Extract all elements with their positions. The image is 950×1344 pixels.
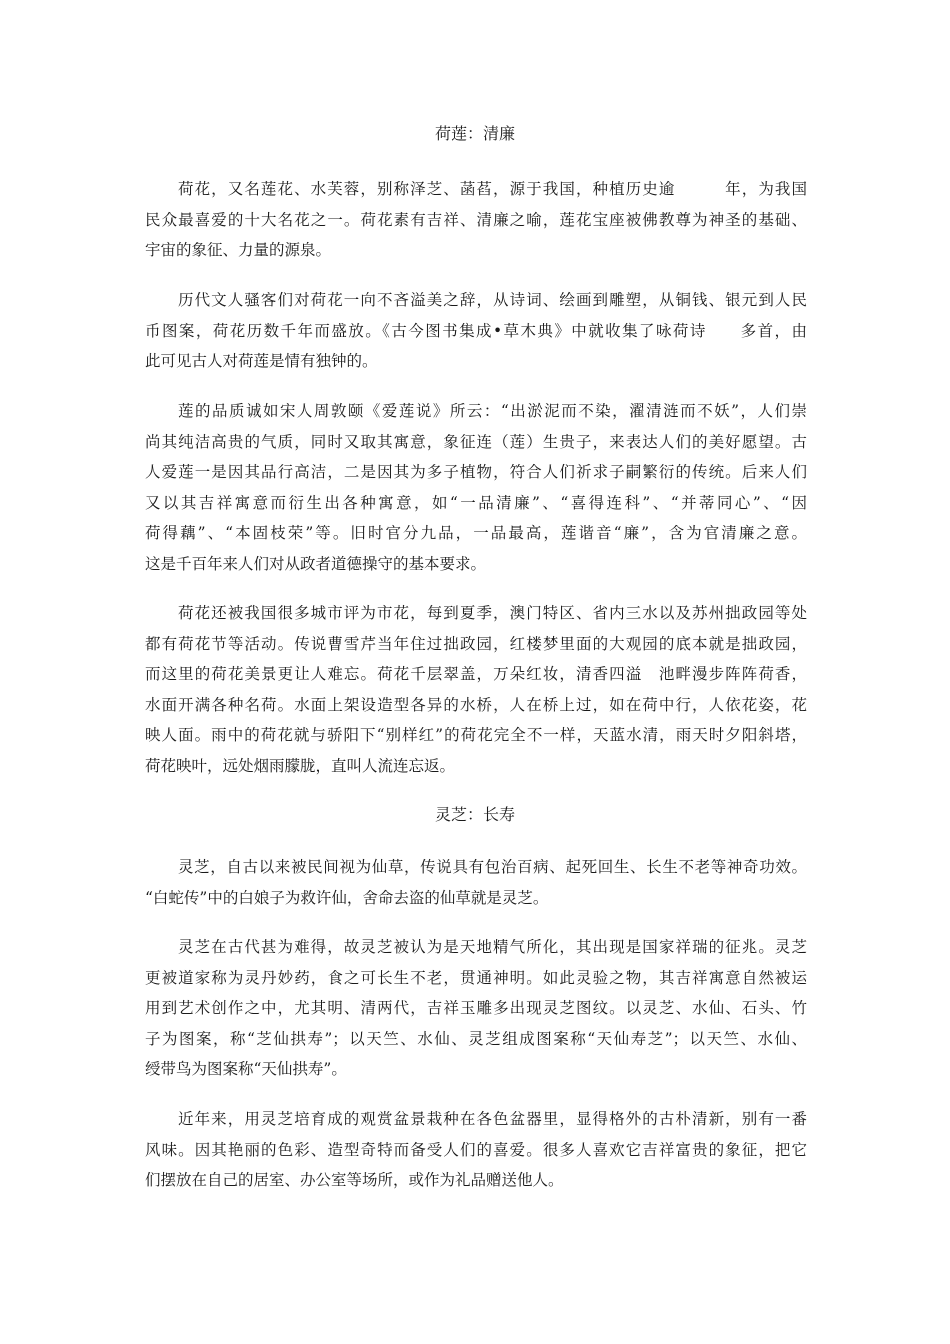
text-line: 尚其纯洁高贵的气质，同时又取其寓意，象征连（莲）生贵子，来表达人们的美好愿望。古 — [145, 432, 807, 451]
text-line: 荷花，又名莲花、水芙蓉，别称泽芝、菡萏，源于我国，种植历史逾 年，为我国 — [178, 180, 807, 198]
paragraph — [145, 598, 807, 781]
paragraph — [145, 1104, 807, 1196]
text-line: 宇宙的象征、力量的源泉。 — [145, 241, 332, 259]
text-line: 人爱莲一是因其品行高洁，二是因其为多子植物，符合人们祈求子嗣繁衍的传统。后来人们 — [145, 463, 807, 481]
section-heading: 荷莲：清廉 — [434, 124, 515, 143]
text-line: 水面开满各种名荷。水面上架设造型各异的水桥，人在桥上过，如在荷中行，人依花姿，花 — [145, 695, 807, 714]
paragraph — [145, 932, 807, 1085]
text-line: 荷花还被我国很多城市评为市花，每到夏季，澳门特区、省内三水以及苏州拙政园等处 — [178, 604, 807, 622]
text-line: 绶带鸟为图案称“天仙拱寿”。 — [145, 1060, 347, 1078]
text-line: 币图案，荷花历数千年而盛放。《古今图书集成•草木典》中就收集了咏荷诗 多首，由 — [145, 321, 807, 340]
text-line: 们摆放在自己的居室、办公室等场所，或作为礼品赠送他人。 — [145, 1171, 564, 1189]
text-line: 更被道家称为灵丹妙药，食之可长生不老，贯通神明。如此灵验之物，其吉祥寓意自然被运 — [145, 968, 807, 987]
text-line: 映人面。雨中的荷花就与骄阳下“别样红”的荷花完全不一样，天蓝水清，雨天时夕阳斜塔， — [145, 726, 807, 744]
text-line: 用到艺术创作之中，尤其明、清两代，吉祥玉雕多出现灵芝图纹。以灵芝、水仙、石头、竹 — [145, 999, 807, 1017]
text-line: “白蛇传”中的白娘子为救许仙，舍命去盗的仙草就是灵芝。 — [145, 888, 549, 907]
paragraph — [145, 174, 807, 266]
text-line: 荷花映叶，远处烟雨朦胧，直叫人流连忘返。 — [145, 756, 456, 775]
text-line: 此可见古人对荷莲是情有独钟的。 — [145, 352, 378, 370]
text-line: 民众最喜爱的十大名花之一。荷花素有吉祥、清廉之喻，莲花宝座被佛教尊为神圣的基础、 — [145, 210, 807, 229]
text-line: 风味。因其艳丽的色彩、造型奇特而备受人们的喜爱。很多人喜欢它吉祥富贵的象征，把它 — [145, 1140, 807, 1159]
text-line: 历代文人骚客们对荷花一向不吝溢美之辞，从诗词、绘画到雕塑，从铜钱、银元到人民 — [178, 291, 807, 309]
text-line: 子为图案，称“芝仙拱寿”；以天竺、水仙、灵芝组成图案称“天仙寿芝”；以天竺、水仙、 — [145, 1029, 807, 1048]
section-heading: 灵芝：长寿 — [434, 805, 515, 824]
text-line: 而这里的荷花美景更让人难忘。荷花千层翠盖，万朵红妆，清香四溢 池畔漫步阵阵荷香， — [145, 665, 807, 683]
text-line: 灵芝，自古以来被民间视为仙草，传说具有包治百病、起死回生、长生不老等神奇功效。 — [178, 858, 807, 876]
paragraph — [145, 285, 807, 377]
text-line: 这是千百年来人们对从政者道德操守的基本要求。 — [145, 554, 487, 573]
text-line: 都有荷花节等活动。传说曹雪芹当年住过拙政园，红楼梦里面的大观园的底本就是拙政园， — [145, 634, 807, 653]
text-line: 莲的品质诚如宋人周敦颐《爱莲说》所云：“出淤泥而不染，濯清涟而不妖”，人们崇 — [178, 402, 807, 420]
paragraph — [145, 396, 807, 579]
text-line: 近年来，用灵芝培育成的观赏盆景栽种在各色盆器里，显得格外的古朴清新，别有一番 — [178, 1110, 807, 1128]
text-line: 灵芝在古代甚为难得，故灵芝被认为是天地精气所化，其出现是国家祥瑞的征兆。灵芝 — [178, 938, 807, 956]
text-line: 荷得藕”、“本固枝荣”等。旧时官分九品，一品最高，莲谐音“廉”，含为官清廉之意。 — [145, 524, 807, 542]
paragraph — [145, 852, 807, 913]
text-line: 又以其吉祥寓意而衍生出各种寓意，如“一品清廉”、“喜得连科”、“并蒂同心”、“因 — [145, 493, 807, 512]
